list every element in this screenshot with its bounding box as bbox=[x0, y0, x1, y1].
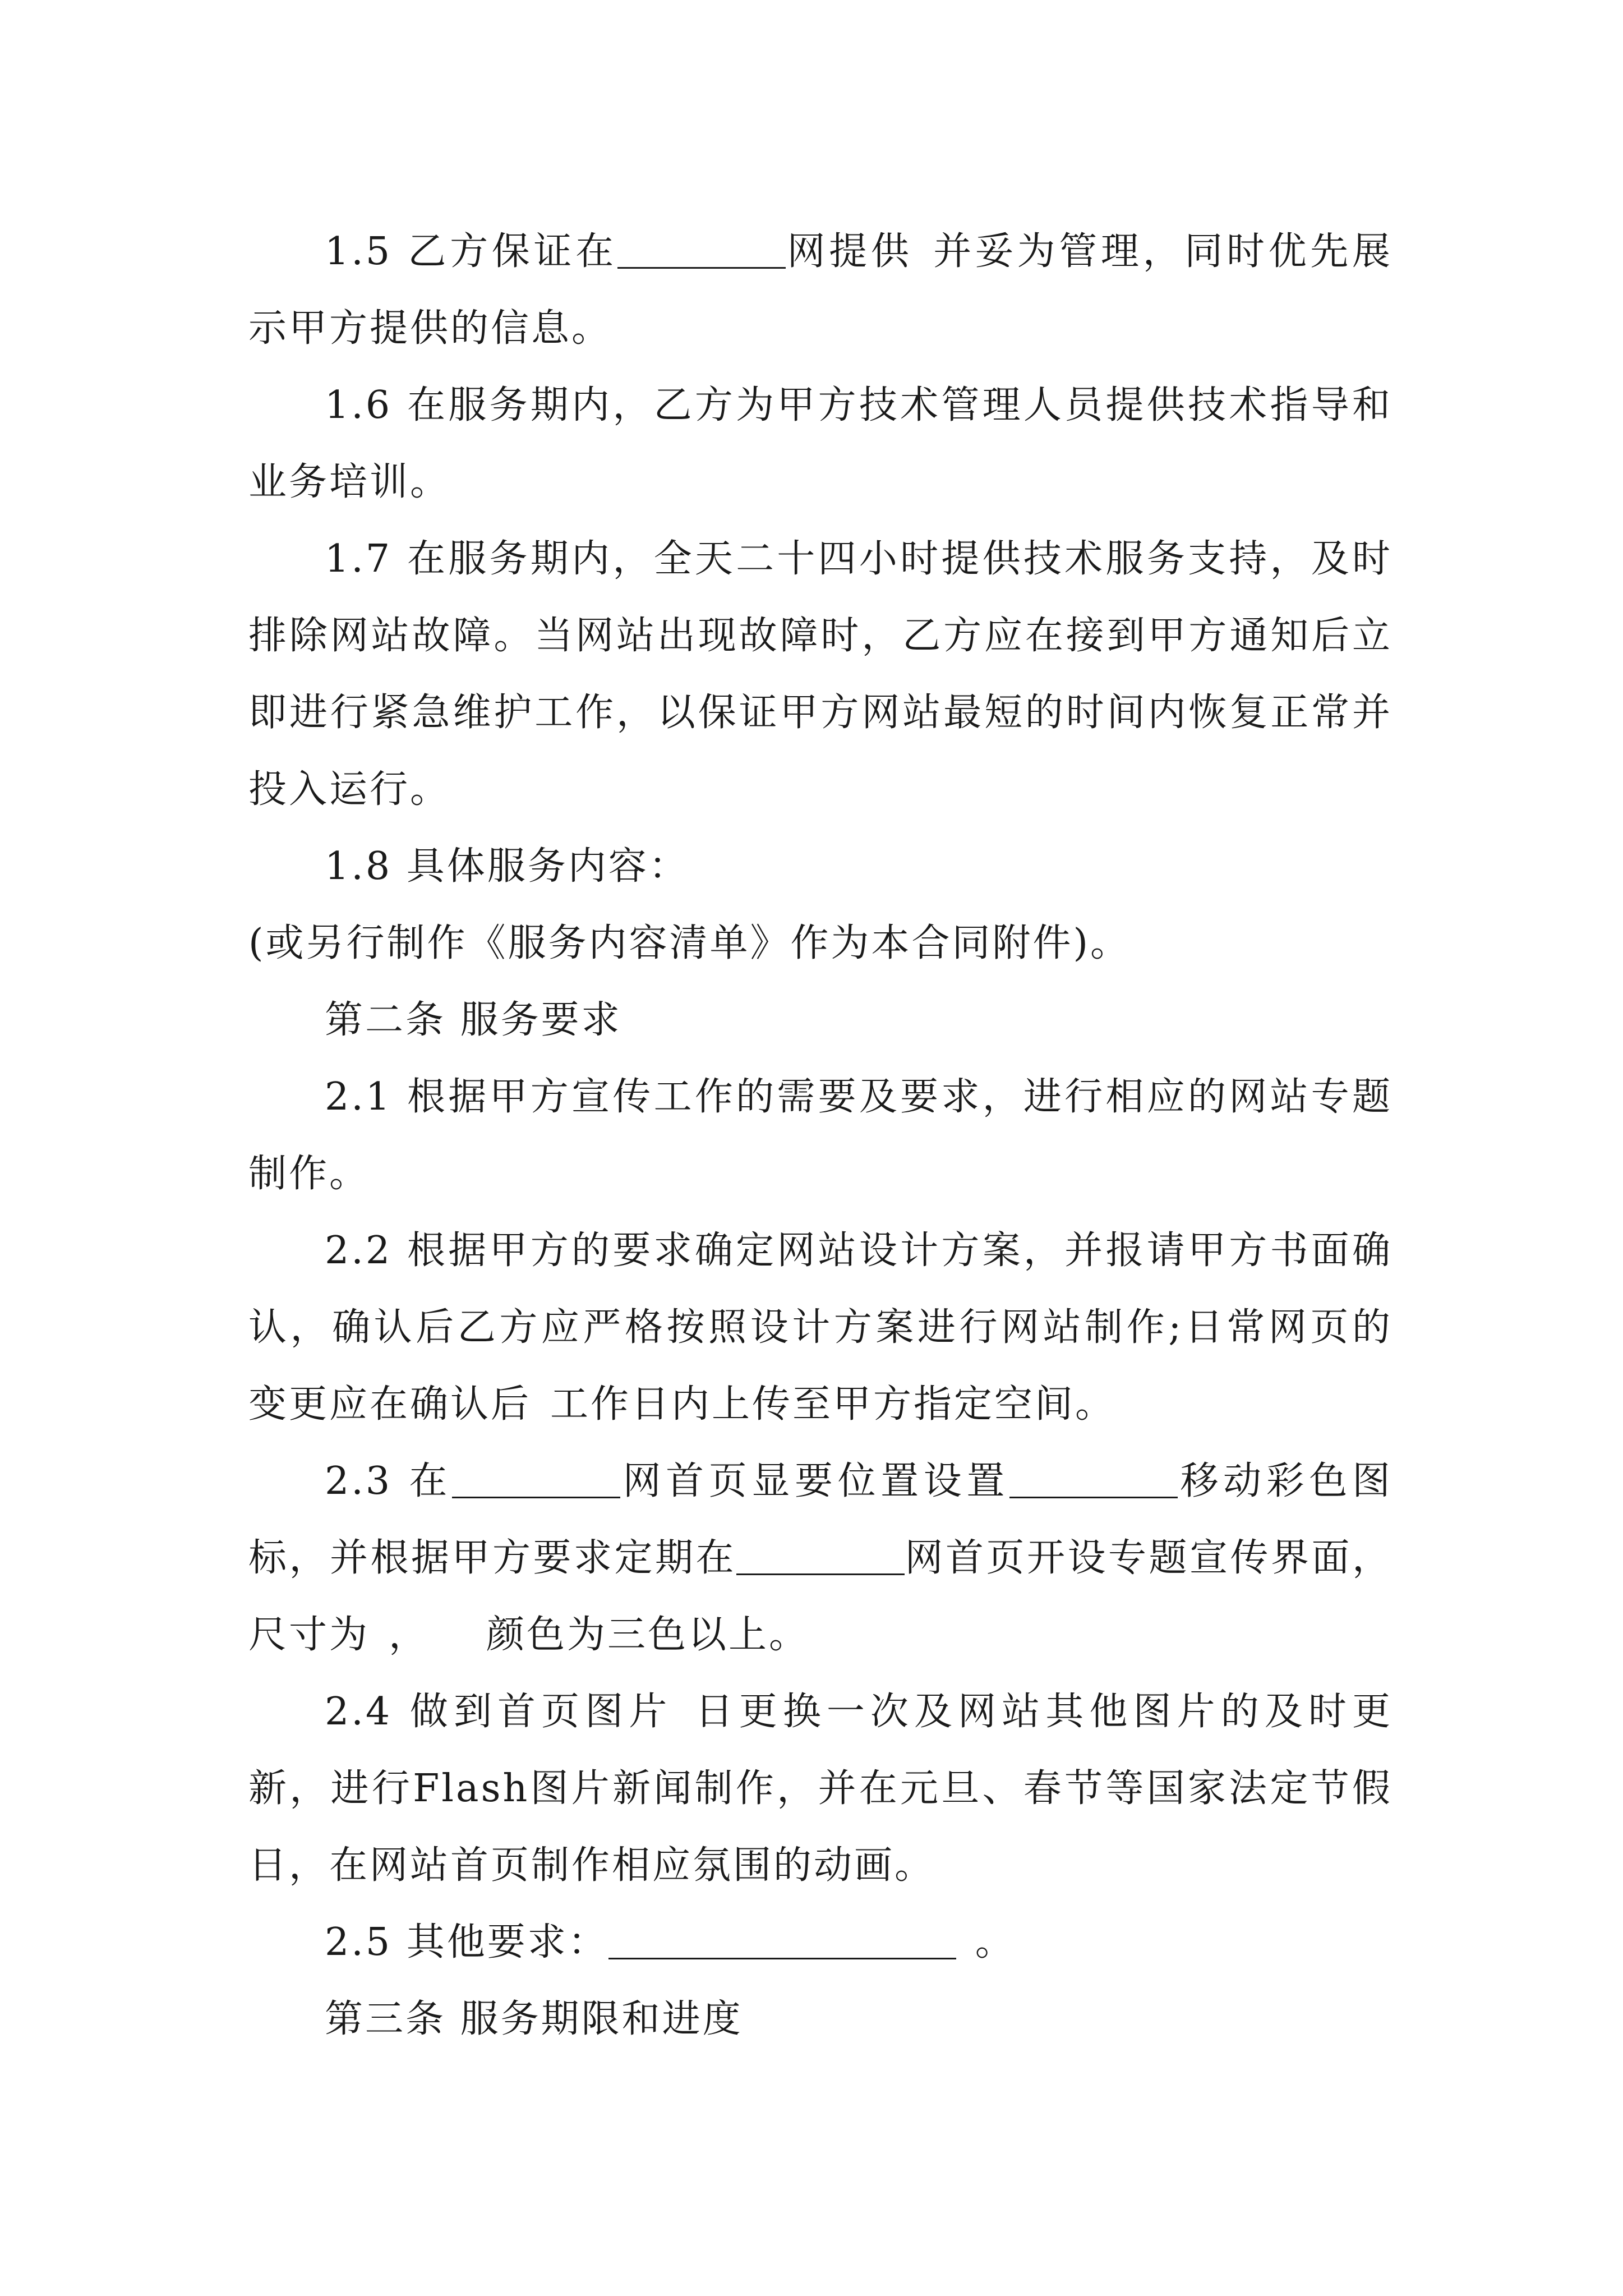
clause-1-8: 1.8 具体服务内容： bbox=[325, 844, 689, 889]
clause-2-5-text-b: 。 bbox=[975, 1920, 1016, 1964]
blank-line bbox=[452, 1461, 620, 1499]
article-2-heading: 第二条 服务要求 bbox=[325, 998, 622, 1042]
document-body bbox=[248, 213, 1393, 2058]
blank-line bbox=[736, 1538, 905, 1576]
clause-2-4 bbox=[248, 1673, 1393, 1904]
blank-line bbox=[1009, 1461, 1178, 1499]
clause-2-3-text-c: 移动彩色图标，并根据甲方要求定期在 bbox=[248, 1459, 1393, 1580]
article-3-heading: 第三条 服务期限和进度 bbox=[325, 1997, 743, 2041]
clause-1-8-note: (或另行制作《服务内容清单》作为本合同附件)。 bbox=[248, 921, 1131, 965]
clause-1-5 bbox=[248, 213, 1393, 367]
clause-2-3-text-e: ， bbox=[389, 1613, 430, 1657]
clause-2-3-text-a: 2.3 在 bbox=[325, 1459, 452, 1503]
clause-1-5-text-c: 并妥为管理，同时优先展示甲方提供的信息。 bbox=[248, 229, 1393, 351]
clause-1-5-text-b: 网提供 bbox=[785, 229, 913, 274]
clause-2-3-text-d: 网首页开设专题宣传界面，尺寸为 bbox=[248, 1536, 1393, 1657]
clause-2-3-text-f: 颜色为三色以上。 bbox=[486, 1613, 810, 1657]
clause-1-5-text-a: 1.5 乙方保证在 bbox=[325, 229, 617, 274]
clause-2-2-text-a: 2.2 根据甲方的要求确定网站设计方案，并报请甲方书面确认，确认后乙方应严格按照设计方案进行网站制作;日常网页的变更应在确认后 bbox=[248, 1228, 1393, 1427]
clause-2-1: 2.1 根据甲方宣传工作的需要及要求，进行相应的网站专题制作。 bbox=[248, 1075, 1393, 1196]
clause-1-6: 1.6 在服务期内，乙方为甲方技术管理人员提供技术指导和业务培训。 bbox=[248, 383, 1393, 504]
blank-line bbox=[617, 231, 786, 269]
clause-2-2 bbox=[248, 1212, 1393, 1443]
clause-2-3 bbox=[248, 1443, 1393, 1673]
clause-2-4-text-a: 2.4 做到首页图片 bbox=[325, 1690, 673, 1734]
clause-1-7: 1.7 在服务期内，全天二十四小时提供技术服务支持，及时排除网站故障。当网站出现故障时，乙方应在接到甲方通知后立即进行紧急维护工作，以保证甲方网站最短的时间内恢复正常并投入运行。 bbox=[248, 537, 1393, 812]
blank-line bbox=[608, 1922, 956, 1960]
clause-2-2-text-b: 工作日内上传至甲方指定空间。 bbox=[550, 1382, 1116, 1427]
clause-2-5-text-a: 2.5 其他要求： bbox=[325, 1920, 608, 1964]
clause-2-3-text-b: 网首页显要位置设置 bbox=[620, 1459, 1009, 1503]
clause-2-4-text-b: 日更换一次及网站其他图片的及时更新，进行Flash图片新闻制作，并在元旦、春节等国家法定节假日，在网站首页制作相应氛围的动画。 bbox=[248, 1690, 1393, 1888]
clause-2-5 bbox=[248, 1904, 1393, 1981]
